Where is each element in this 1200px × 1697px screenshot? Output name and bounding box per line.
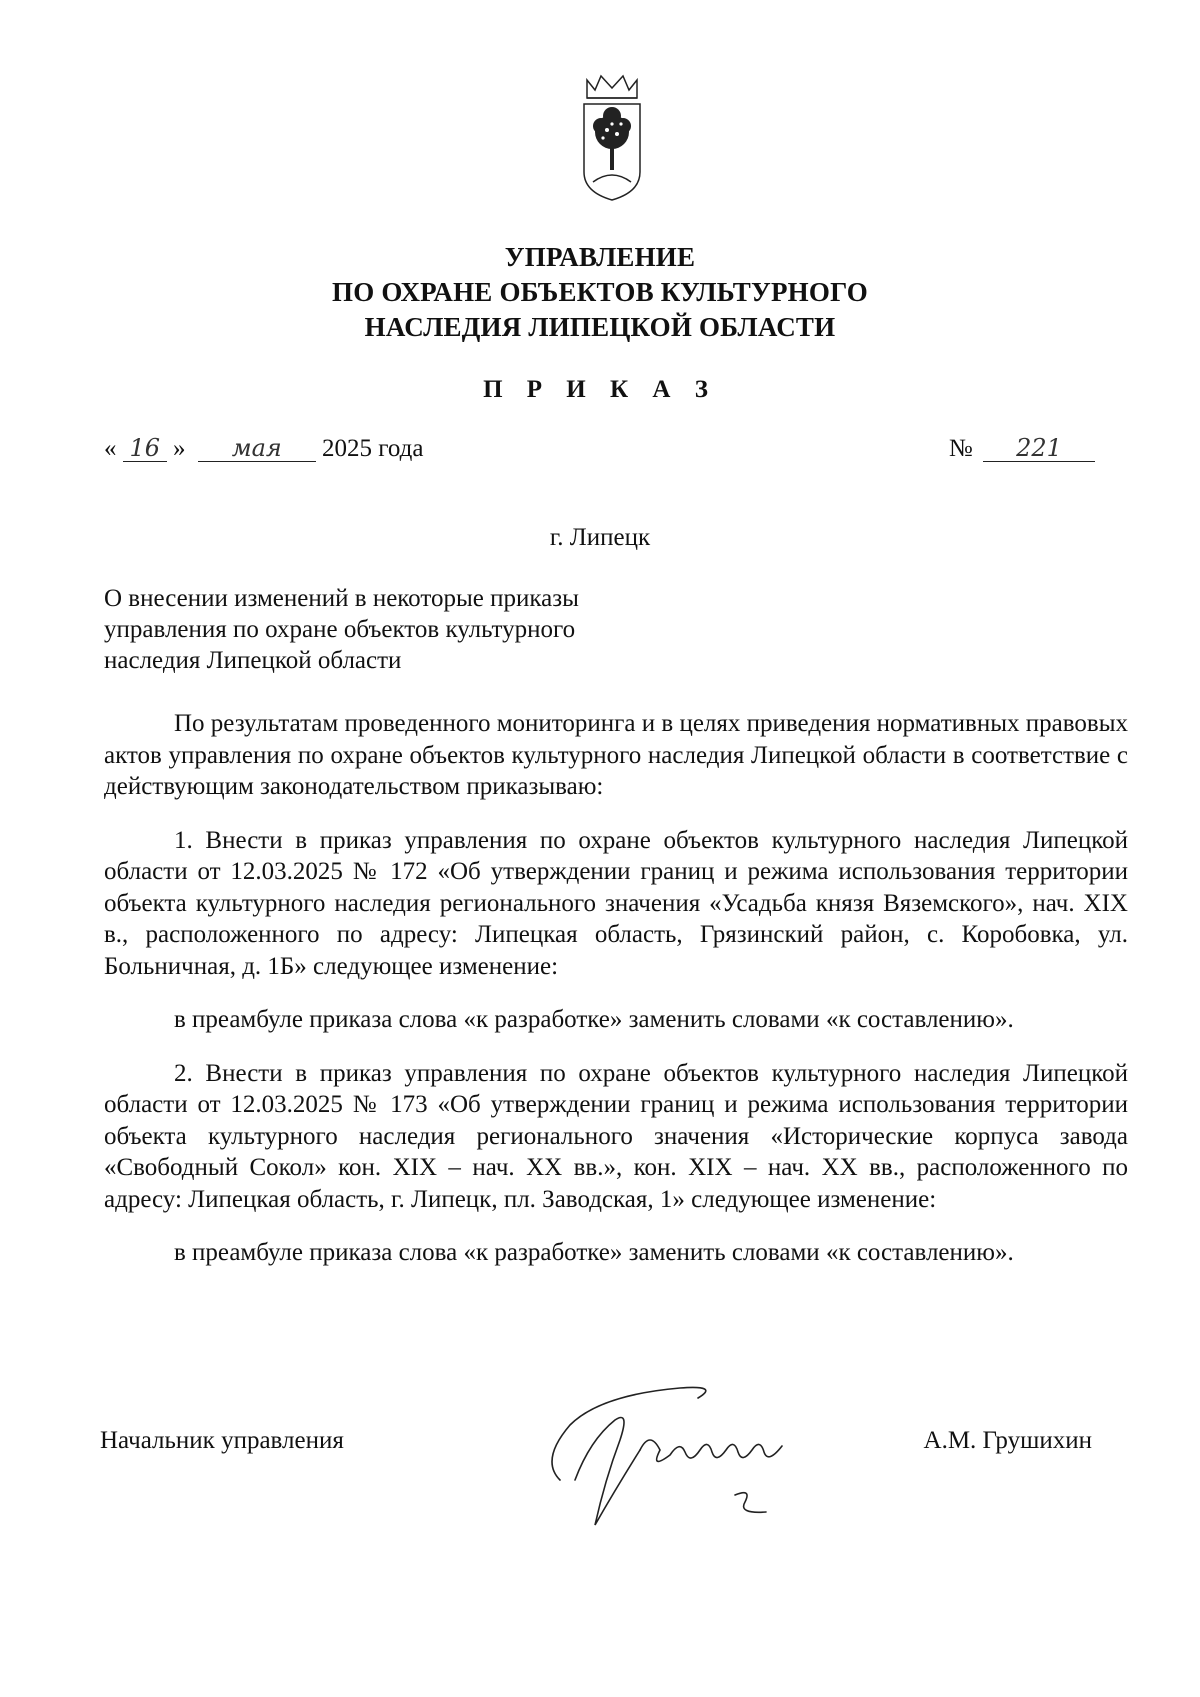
item-1-paragraph: 1. Внести в приказ управления по охране объектов культурного наследия Липецкой области от 12.03.2025 № 172 «Об утверждении границ и режима использования территории объекта культурного наследия регионального значения «Усадьба князя Вяземского», нач. XIX в., расположенного по адресу: Липецкая область, Грязинский район, с. Коробовка, ул. Больничная, д. 1Б» следующее изменение:	[104, 826, 1128, 980]
handwritten-number: 221	[983, 435, 1095, 462]
signatory-role: Начальник управления	[100, 1427, 344, 1454]
document-type-title: П Р И К А З	[483, 376, 717, 403]
handwritten-day: 16	[123, 435, 167, 462]
item-1-change-paragraph: в преамбуле приказа слова «к разработке» заменить словами «к составлению».	[174, 1006, 1014, 1033]
order-subject	[104, 583, 664, 676]
city-name: г. Липецк	[549, 524, 651, 551]
subject-line-3: наследия Липецкой области	[104, 647, 402, 674]
order-number	[949, 435, 1095, 463]
preamble-paragraph: По результатам проведенного мониторинга и в целях приведения нормативных правовых актов управления по охране объектов культурного наследия Липецкой области в соответствие с действующим законодательством приказываю:	[104, 710, 1128, 800]
signatory-name: А.М. Грушихин	[923, 1427, 1092, 1454]
date-open-quote: «	[104, 435, 117, 462]
coat-of-arms-emblem	[579, 72, 645, 206]
date-close-quote: »	[173, 435, 186, 462]
org-line-2: ПО ОХРАНЕ ОБЪЕКТОВ КУЛЬТУРНОГО	[332, 277, 868, 307]
order-date	[104, 435, 423, 463]
org-line-1: УПРАВЛЕНИЕ	[504, 242, 696, 272]
date-year: 2025 года	[322, 435, 424, 462]
handwritten-signature	[520, 1380, 840, 1540]
handwritten-month: мая	[198, 435, 316, 462]
org-line-3: НАСЛЕДИЯ ЛИПЕЦКОЙ ОБЛАСТИ	[364, 312, 836, 342]
order-body	[104, 708, 1128, 1291]
subject-line-2: управления по охране объектов культурного	[104, 616, 576, 643]
subject-line-1: О внесении изменений в некоторые приказы	[104, 585, 579, 612]
item-2-change-paragraph: в преамбуле приказа слова «к разработке» заменить словами «к составлению».	[174, 1239, 1014, 1266]
number-sign: №	[948, 435, 973, 462]
organization-name	[0, 240, 1200, 345]
item-2-paragraph: 2. Внести в приказ управления по охране объектов культурного наследия Липецкой области от 12.03.2025 № 173 «Об утверждении границ и режима использования территории объекта культурного наследия регионального значения «Исторические корпуса завода «Свободный Сокол» кон. XIX – нач. XX вв.», кон. XIX – нач. XX вв., расположенного по адресу: Липецкая область, г. Липецк, пл. Заводская, 1» следующее изменение:	[104, 1059, 1128, 1213]
